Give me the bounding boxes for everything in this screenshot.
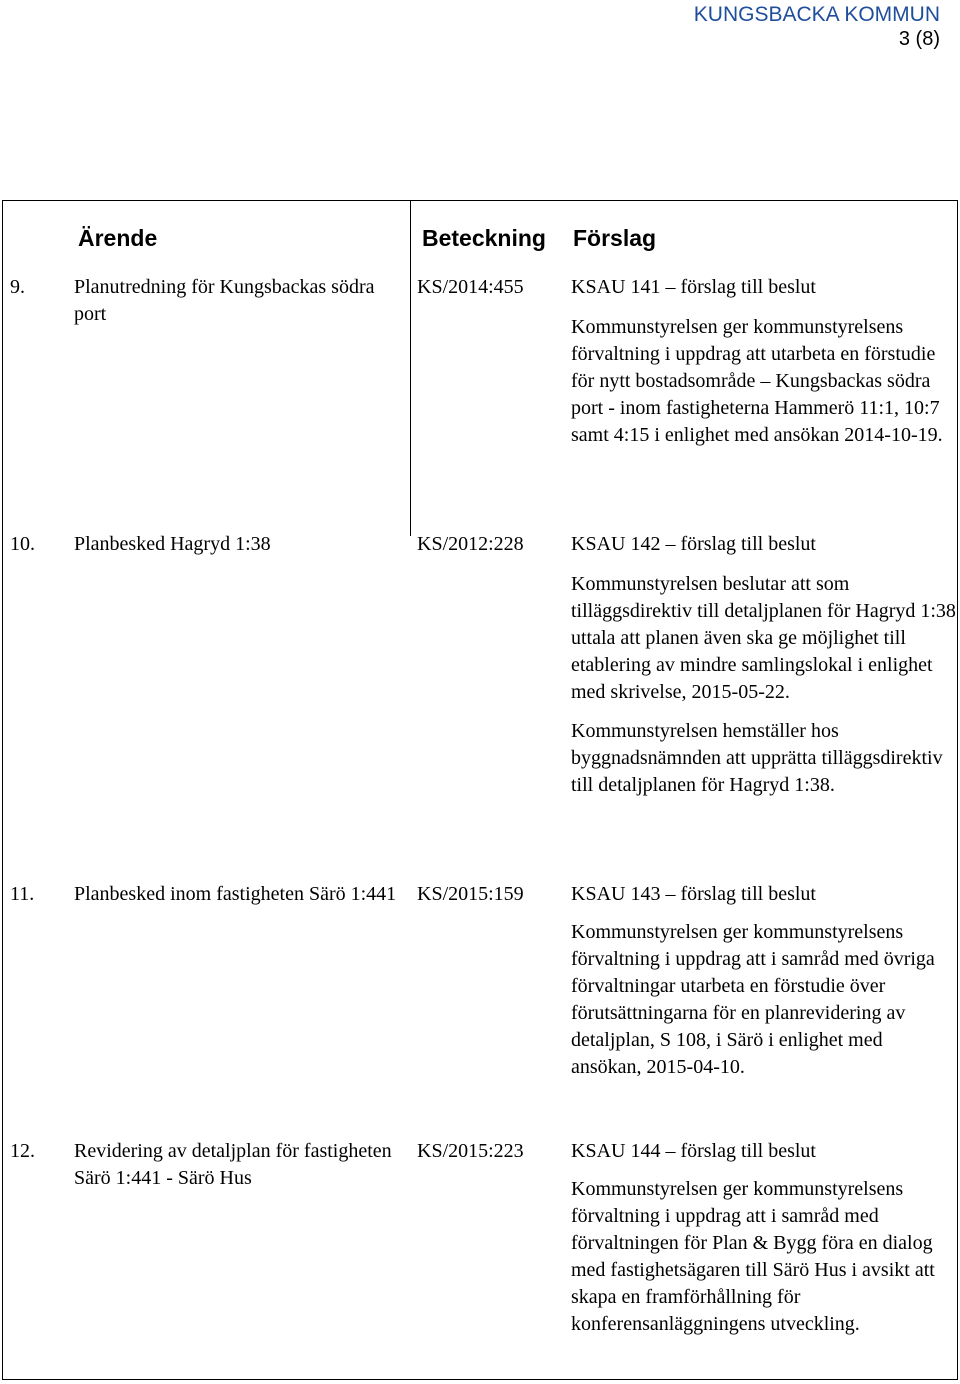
proposal-heading: KSAU 144 – förslag till beslut xyxy=(571,1140,816,1162)
column-divider xyxy=(410,201,411,536)
row-proposal xyxy=(571,1138,957,1338)
page-number: 3 (8) xyxy=(898,28,940,50)
proposal-paragraph: Kommunstyrelsen ger kommunstyrelsens förvaltning i uppdrag att i samråd med övriga förvaltningar utarbeta en förstudie över förutsättningarna för en planrevidering av detaljplan, S 108, i Särö i enlighet med ansökan, 2015-04-10. xyxy=(571,921,935,1078)
row-reference: KS/2015:159 xyxy=(417,883,524,905)
row-title: Planutredning för Kungsbackas södra port xyxy=(74,276,375,325)
column-header-arende: Ärende xyxy=(78,225,158,251)
row-proposal xyxy=(571,881,957,1081)
agenda-table xyxy=(2,200,958,1380)
proposal-paragraph: Kommunstyrelsen ger kommunstyrelsens förvaltning i uppdrag att i samråd med förvaltningen för Plan & Bygg föra en dialog med fastighetsägaren till Särö Hus i avsikt att skapa en framförhållning för konferensanläggningens utveckling. xyxy=(571,1178,935,1335)
proposal-heading: KSAU 142 – förslag till beslut xyxy=(571,533,816,555)
row-proposal xyxy=(571,531,957,799)
proposal-heading: KSAU 143 – förslag till beslut xyxy=(571,883,816,905)
row-number: 12. xyxy=(10,1140,35,1162)
proposal-paragraph: Kommunstyrelsen beslutar att som tilläggsdirektiv till detaljplanen för Hagryd 1:38 uttala att planen även ska ge möjlighet till etablering av mindre samlingslokal i enlighet med skrivelse, 2015-05-22. xyxy=(571,573,956,703)
organization-name: KUNGSBACKA KOMMUN xyxy=(693,3,940,26)
row-title: Planbesked inom fastigheten Särö 1:441 xyxy=(74,883,397,905)
column-header-forslag: Förslag xyxy=(573,225,657,251)
row-reference: KS/2015:223 xyxy=(417,1140,524,1162)
row-title: Planbesked Hagryd 1:38 xyxy=(74,533,271,555)
row-title: Revidering av detaljplan för fastigheten Särö 1:441 - Särö Hus xyxy=(74,1140,392,1189)
proposal-heading: KSAU 141 – förslag till beslut xyxy=(571,276,816,298)
proposal-paragraph: Kommunstyrelsen hemställer hos byggnadsnämnden att upprätta tilläggsdirektiv till detaljplanen för Hagryd 1:38. xyxy=(571,720,943,796)
proposal-paragraph: Kommunstyrelsen ger kommunstyrelsens förvaltning i uppdrag att utarbeta en förstudie för nytt bostadsområde – Kungsbackas södra port - inom fastigheterna Hammerö 11:1, 10:7 samt 4:15 i enlighet med ansökan 2014-10-19. xyxy=(571,316,943,446)
row-reference: KS/2014:455 xyxy=(417,276,524,298)
row-number: 9. xyxy=(10,276,25,298)
row-proposal xyxy=(571,274,957,449)
row-number: 10. xyxy=(10,533,35,555)
row-reference: KS/2012:228 xyxy=(417,533,524,555)
row-number: 11. xyxy=(10,883,35,905)
column-header-beteckning: Beteckning xyxy=(422,225,546,251)
